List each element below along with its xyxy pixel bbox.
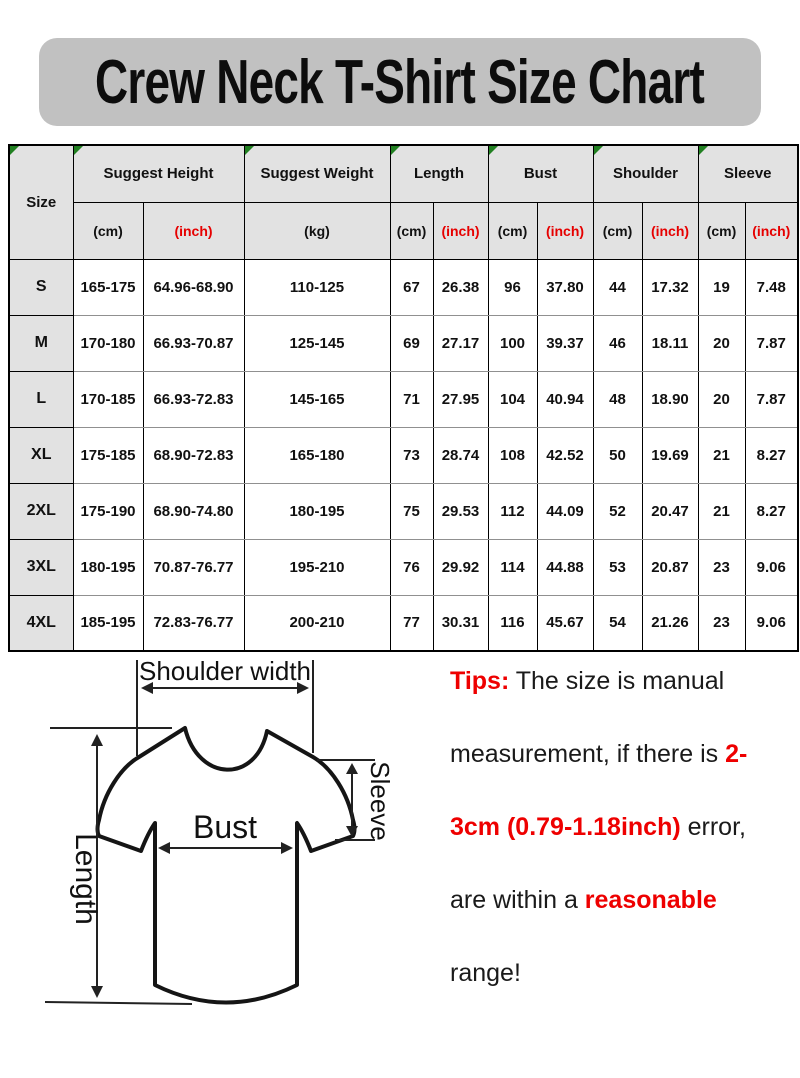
value-cell: 116	[488, 595, 537, 651]
size-cell: 3XL	[9, 539, 73, 595]
value-cell: 48	[593, 371, 642, 427]
tips-line	[450, 739, 772, 769]
value-cell: 37.80	[537, 259, 593, 315]
value-cell: 29.92	[433, 539, 488, 595]
value-cell: 96	[488, 259, 537, 315]
tshirt-diagram	[0, 652, 450, 1044]
unit-header-cell: (cm)	[593, 202, 642, 259]
value-cell: 72.83-76.77	[143, 595, 244, 651]
value-cell: 68.90-72.83	[143, 427, 244, 483]
value-cell: 18.90	[642, 371, 698, 427]
value-cell: 42.52	[537, 427, 593, 483]
tips-segment: measurement, if there is	[450, 740, 726, 768]
tips-segment: reasonable	[584, 886, 717, 914]
value-cell: 21	[698, 483, 745, 539]
table-row	[9, 595, 798, 651]
tips-line	[450, 958, 772, 988]
unit-header-cell: (cm)	[698, 202, 745, 259]
tips-text	[450, 652, 800, 1044]
unit-header-cell: (inch)	[433, 202, 488, 259]
value-cell: 165-180	[244, 427, 390, 483]
size-cell: 2XL	[9, 483, 73, 539]
value-cell: 145-165	[244, 371, 390, 427]
value-cell: 185-195	[73, 595, 143, 651]
value-cell: 44.88	[537, 539, 593, 595]
tshirt-measurement-svg	[20, 652, 450, 1044]
value-cell: 7.87	[745, 315, 798, 371]
title-banner	[39, 38, 761, 126]
value-cell: 29.53	[433, 483, 488, 539]
value-cell: 73	[390, 427, 433, 483]
value-cell: 21	[698, 427, 745, 483]
value-cell: 69	[390, 315, 433, 371]
unit-header-cell: (kg)	[244, 202, 390, 259]
value-cell: 175-185	[73, 427, 143, 483]
length-label: Length	[69, 833, 102, 925]
value-cell: 19.69	[642, 427, 698, 483]
value-cell: 23	[698, 539, 745, 595]
value-cell: 20.87	[642, 539, 698, 595]
table-row	[9, 315, 798, 371]
value-cell: 108	[488, 427, 537, 483]
tips-segment: 2-	[725, 740, 748, 768]
value-cell: 68.90-74.80	[143, 483, 244, 539]
tips-segment: range!	[450, 959, 521, 987]
header-group-cell: Suggest Weight	[244, 145, 390, 202]
value-cell: 165-175	[73, 259, 143, 315]
table-row	[9, 539, 798, 595]
value-cell: 40.94	[537, 371, 593, 427]
value-cell: 125-145	[244, 315, 390, 371]
value-cell: 20	[698, 315, 745, 371]
value-cell: 8.27	[745, 427, 798, 483]
size-corner-header: Size	[9, 145, 73, 259]
value-cell: 7.87	[745, 371, 798, 427]
value-cell: 46	[593, 315, 642, 371]
cell-corner-triangle-icon	[245, 146, 254, 155]
value-cell: 175-190	[73, 483, 143, 539]
table-row	[9, 483, 798, 539]
value-cell: 44	[593, 259, 642, 315]
unit-header-cell: (inch)	[537, 202, 593, 259]
size-cell: 4XL	[9, 595, 73, 651]
value-cell: 7.48	[745, 259, 798, 315]
value-cell: 9.06	[745, 539, 798, 595]
value-cell: 180-195	[244, 483, 390, 539]
unit-header-cell: (inch)	[143, 202, 244, 259]
value-cell: 28.74	[433, 427, 488, 483]
header-group-cell: Suggest Height	[73, 145, 244, 202]
shoulder-width-label: Shoulder width	[139, 656, 311, 686]
value-cell: 195-210	[244, 539, 390, 595]
value-cell: 45.67	[537, 595, 593, 651]
tips-line	[450, 812, 772, 842]
header-group-cell: Length	[390, 145, 488, 202]
value-cell: 50	[593, 427, 642, 483]
header-group-cell: Shoulder	[593, 145, 698, 202]
value-cell: 170-185	[73, 371, 143, 427]
size-cell: XL	[9, 427, 73, 483]
value-cell: 200-210	[244, 595, 390, 651]
value-cell: 8.27	[745, 483, 798, 539]
size-table	[8, 144, 799, 652]
bottom-section	[0, 652, 800, 1044]
value-cell: 17.32	[642, 259, 698, 315]
size-cell: M	[9, 315, 73, 371]
page-title: Crew Neck T-Shirt Size Chart	[95, 47, 705, 117]
cell-corner-triangle-icon	[489, 146, 498, 155]
value-cell: 110-125	[244, 259, 390, 315]
value-cell: 112	[488, 483, 537, 539]
table-row	[9, 427, 798, 483]
value-cell: 18.11	[642, 315, 698, 371]
table-row	[9, 371, 798, 427]
unit-header-cell: (cm)	[488, 202, 537, 259]
unit-header-cell: (inch)	[642, 202, 698, 259]
header-group-cell: Bust	[488, 145, 593, 202]
value-cell: 54	[593, 595, 642, 651]
size-cell: L	[9, 371, 73, 427]
unit-header-cell: (cm)	[390, 202, 433, 259]
value-cell: 23	[698, 595, 745, 651]
value-cell: 104	[488, 371, 537, 427]
value-cell: 19	[698, 259, 745, 315]
value-cell: 75	[390, 483, 433, 539]
value-cell: 114	[488, 539, 537, 595]
value-cell: 39.37	[537, 315, 593, 371]
value-cell: 53	[593, 539, 642, 595]
value-cell: 30.31	[433, 595, 488, 651]
unit-header-cell: (cm)	[73, 202, 143, 259]
value-cell: 52	[593, 483, 642, 539]
tshirt-outline	[98, 728, 355, 1003]
size-cell: S	[9, 259, 73, 315]
value-cell: 27.17	[433, 315, 488, 371]
value-cell: 71	[390, 371, 433, 427]
table-row	[9, 259, 798, 315]
tips-line	[450, 885, 772, 915]
cell-corner-triangle-icon	[391, 146, 400, 155]
value-cell: 77	[390, 595, 433, 651]
value-cell: 170-180	[73, 315, 143, 371]
value-cell: 67	[390, 259, 433, 315]
tips-line	[450, 666, 772, 696]
tips-segment: The size is manual	[509, 667, 725, 695]
cell-corner-triangle-icon	[699, 146, 708, 155]
sleeve-label: Sleeve	[365, 761, 395, 841]
value-cell: 27.95	[433, 371, 488, 427]
cell-corner-triangle-icon	[594, 146, 603, 155]
value-cell: 20	[698, 371, 745, 427]
header-group-cell: Sleeve	[698, 145, 798, 202]
value-cell: 76	[390, 539, 433, 595]
tips-segment: 3cm (0.79-1.18inch)	[450, 813, 681, 841]
value-cell: 64.96-68.90	[143, 259, 244, 315]
value-cell: 100	[488, 315, 537, 371]
value-cell: 21.26	[642, 595, 698, 651]
tips-segment: Tips:	[450, 667, 510, 695]
value-cell: 66.93-72.83	[143, 371, 244, 427]
tips-segment: are within a	[450, 886, 585, 914]
value-cell: 66.93-70.87	[143, 315, 244, 371]
value-cell: 44.09	[537, 483, 593, 539]
value-cell: 180-195	[73, 539, 143, 595]
value-cell: 26.38	[433, 259, 488, 315]
value-cell: 9.06	[745, 595, 798, 651]
value-cell: 20.47	[642, 483, 698, 539]
bust-label: Bust	[192, 809, 258, 845]
value-cell: 70.87-76.77	[143, 539, 244, 595]
cell-corner-triangle-icon	[10, 146, 19, 155]
tips-segment: error,	[680, 813, 746, 841]
unit-header-cell: (inch)	[745, 202, 798, 259]
cell-corner-triangle-icon	[74, 146, 83, 155]
